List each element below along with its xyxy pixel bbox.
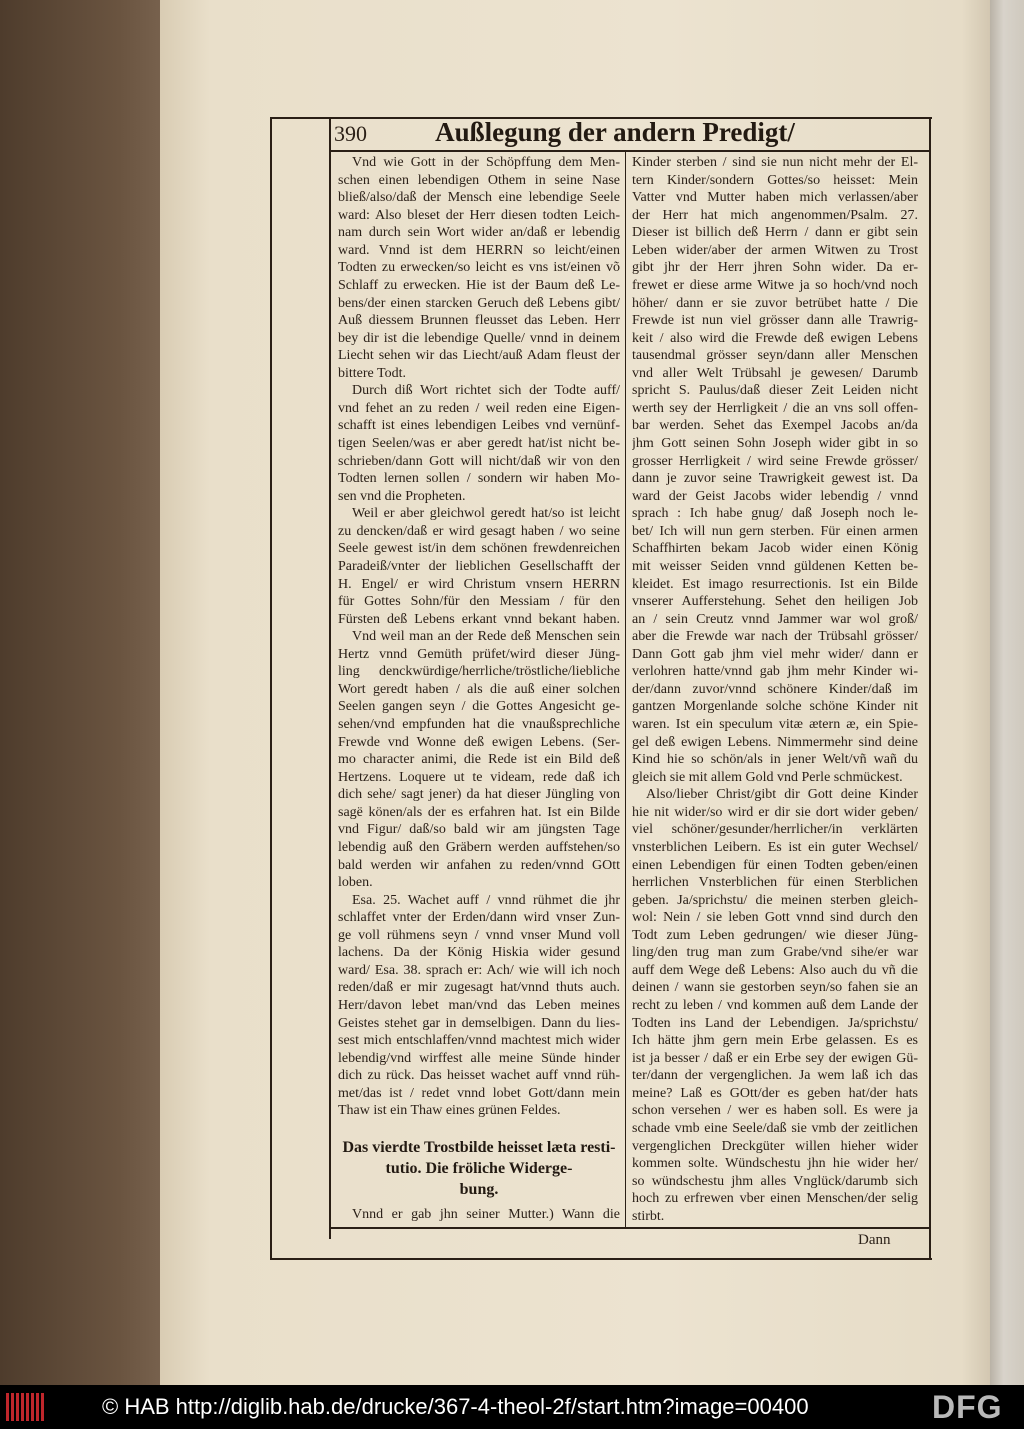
- text-line: sest mich entschlaffen/vnnd machtest mich wider: [338, 1033, 620, 1049]
- text-line: loben.: [338, 875, 373, 891]
- text-line: schafft ist eines lebendigen Leibes vnd vernünf-: [338, 418, 620, 434]
- text-line: ist ja besser / daß er ein Erbe sey der ewigen Gü-: [632, 1050, 918, 1066]
- text-line: so wündschestu jhm alles Vnglück/darumb sich: [632, 1173, 918, 1189]
- text-line: Schlaff zu erwecken. Hie ist der Baum deß Le-: [338, 277, 620, 293]
- text-line: herrlichen Vnsterblichen für einen Sterblichen: [632, 875, 918, 891]
- right-rule: [929, 117, 931, 1260]
- text-line: für Gottes Sohn/für den Messiam / für den: [338, 594, 620, 610]
- text-line: bey dir ist die lebendige Quelle/ vnnd in deinem: [338, 330, 620, 346]
- catchword: Dann: [858, 1232, 891, 1248]
- text-line: ward/ Esa. 38. sprach er: Ach/ wie will ich noch: [338, 962, 620, 978]
- text-line: mo character animi, die Rede ist ein Bild deß: [338, 752, 620, 768]
- text-line: stirbt.: [632, 1208, 665, 1224]
- text-line: gel deß ewigen Lebens. Nimmermehr sind deine: [632, 734, 918, 750]
- text-line: H. Engel/ er wird Christum vnsern HERRN: [338, 576, 620, 592]
- right-text-column: [632, 154, 918, 1225]
- text-line: recht zu leben / vnd kommen auß dem Lande der: [632, 998, 918, 1013]
- text-line: Auß diessem Brunnen fleusset das Leben. Herr: [338, 313, 620, 329]
- text-line: gibt jhr der Herr jhren Sohn wider. Da er-: [632, 260, 918, 276]
- text-line: waren. Ist ein speculum vitæ ætern æ, ein Spie-: [632, 717, 918, 732]
- text-line: dich zu rück. Das heisset wachet auff vnnd rüh-: [338, 1068, 620, 1084]
- text-line: Hertzens. Loquere ut te videam, rede daß ich: [338, 769, 620, 785]
- text-line: ward der Geist Jacobs wider lebendig / vnnd: [632, 488, 918, 504]
- text-line: Vnd weil man an der Rede deß Menschen sein: [352, 629, 620, 645]
- text-line: Kinder sterben / sind sie nun nicht mehr der El-: [632, 155, 918, 170]
- text-line: Also/lieber Christ/gibt dir Gott deine Kinder: [646, 787, 918, 803]
- text-line: ling denckwürdige/herrliche/tröstliche/liebliche: [338, 664, 620, 680]
- background: [0, 0, 170, 1385]
- text-line: hie nit wider/so wird er dir sie dort wider geben/: [632, 804, 918, 820]
- bottom-outer-rule: [270, 1258, 932, 1260]
- text-line: gantzen Morgenlande solche schöne Kinder nit: [632, 699, 918, 715]
- page-number: 390: [334, 121, 367, 146]
- text-line: werth sey der Herrligkeit / die an vns soll offen-: [632, 400, 918, 416]
- text-line: bet/ Ich will nun gern sterben. Für einen armen: [632, 523, 918, 539]
- text-line: der/dann zuvor/vnnd schönere Kinder/daß im: [632, 681, 918, 697]
- text-line: Todten lernen sollen / sondern wir haben Mo-: [338, 471, 620, 487]
- text-line: tausendmal grösser seyn/dann aller Menschen: [632, 348, 918, 364]
- text-line: Durch diß Wort richtet sich der Todte auff/: [352, 383, 620, 399]
- text-line: sen vnd die Propheten.: [338, 488, 466, 504]
- text-line: vnd aller Welt Trübsahl je gewesen/ Darumb: [632, 365, 918, 381]
- text-line: ge voll rühmens seyn / vnnd vnser Mund voll: [338, 927, 620, 943]
- text-line: zu dencken/daß er wird gesagt haben / wo seine: [338, 523, 620, 539]
- outer-left-rule: [270, 117, 272, 1260]
- left-text-column: [338, 154, 620, 1120]
- text-line: einen Lebendigen für einen Todten geben/einen: [632, 857, 918, 873]
- text-line: hoch zu erfrewen vber einen Menschen/der selig: [632, 1191, 918, 1207]
- text-line: an / sein Creutz vnnd Jammer war wol groß/: [632, 611, 918, 627]
- inner-left-rule: [329, 119, 331, 1239]
- text-line: viel schöner/gesunder/herrlicher/in verklärten: [632, 822, 918, 838]
- text-line: bar werden. Sehet das Exempel Jacobs an/da: [632, 418, 918, 434]
- text-line: bittere Todt.: [338, 365, 406, 381]
- text-line: Thaw ist ein Thaw eines grünen Feldes.: [338, 1103, 561, 1119]
- text-line: verlohren hatte/vnnd gab jhm mehr Kinder wi-: [632, 664, 918, 680]
- text-line: Wort geredt haben / als die auß einer solchen: [338, 681, 620, 697]
- text-line: vnd fehet an zu reden / weil reden eine Eigen-: [338, 400, 620, 416]
- text-line: nam durch sein Wort wider an/daß er lebendig: [338, 225, 620, 241]
- text-line: der Herr hat mich angenommen/Psalm. 27.: [632, 207, 918, 223]
- text-line: sehen/vnd empfunden hat die vnaußsprechliche: [338, 717, 620, 732]
- text-line: auff dem Wege deß Lebens: Also auch du vñ die: [632, 962, 918, 978]
- text-line: aber die Frewde war nach der Trübsahl grösser/: [632, 629, 918, 645]
- text-line: Todt zum Leben gedrungen/ wie dieser Jüng-: [632, 927, 918, 943]
- text-line: Hertz vnnd Gemüth prüfet/wird dieser Jüng-: [338, 646, 620, 662]
- text-line: Dann Gott gab jhm viel mehr wider/ dann er: [632, 646, 918, 662]
- text-line: wol: Nein / sie leben Gott vnnd sind durch den: [632, 910, 918, 926]
- text-line: keit / also wird die Frewde deß ewigen Lebens: [632, 330, 918, 346]
- text-line: kommen solte. Wündschestu jhn hie wider her/: [632, 1156, 918, 1172]
- header-rule: [330, 150, 930, 152]
- text-line: ward: Also bleset der Herr diesen todten Leich-: [338, 207, 620, 223]
- text-line: gleich sie mit allem Gold vnd Perle schmückest.: [632, 769, 903, 785]
- section-heading-line: Das vierdte Trostbilde heisset læta resti-: [342, 1139, 616, 1156]
- text-line: Dieser ist billich deß Herrn / dann er gibt sein: [632, 225, 918, 241]
- text-line: met/das ist / redet vnnd lobet Gott/dann mein: [338, 1085, 620, 1101]
- text-line: Frewde ist nun viel grösser dann alle Trawrig-: [632, 313, 918, 329]
- text-line: mit weisser Seiden vnnd güldenen Ketten be-: [632, 558, 918, 574]
- text-line: Schaffhirten bekam Jacob wider einen König: [632, 541, 918, 557]
- text-line: Frewde vnd Wonne deß ewigen Lebens. (Ser-: [338, 734, 620, 750]
- text-line: Ich hätte jhm gern mein Erbe gelassen. Es es: [632, 1033, 918, 1049]
- section-heading-line: bung.: [459, 1181, 499, 1198]
- column-divider: [625, 152, 626, 1227]
- text-line: Kind hie so schön/als in jener Welt/vñ wañ du: [632, 752, 918, 768]
- text-line: kleidet. Est imago resurrectionis. Ist ein Bilde: [632, 576, 918, 592]
- text-line: Herr/davon lebet man/vnd das Leben meines: [338, 998, 620, 1013]
- text-line: vnsterblichen Leibern. Es ist ein guter Wechsel/: [632, 839, 918, 855]
- text-line: schlaffet vnter der Erden/dann wird vnser Zun-: [338, 910, 620, 926]
- left-final-line: Vnnd er gab jhn seiner Mutter.) Wann die: [352, 1207, 620, 1222]
- text-line: grosser Herrligkeit / wird seine Frewde grösser/: [632, 453, 918, 469]
- text-line: Vatter vnd Mutter haben mich verlassen/aber: [632, 190, 918, 206]
- text-line: Seelen gangen seyn / die Gottes Angesicht ge-: [338, 699, 620, 715]
- text-line: Fürsten deß Lebens erkant vnnd bekant haben.: [338, 611, 620, 627]
- text-line: dich sehe/ sagt jener) da hat dieser Jüngling von: [338, 787, 620, 803]
- text-line: Geistes stehet gar in demselbigen. Dann du lies-: [338, 1015, 620, 1031]
- text-line: Seele gewest ist/in dem schönen frewdenreichen: [338, 541, 620, 557]
- text-line: Leben wider/aber der armen Witwen zu Trost: [632, 242, 918, 258]
- text-line: Esa. 25. Wachet auff / vnnd rühmet die jhr: [352, 892, 620, 908]
- footer-citation: © HAB http://diglib.hab.de/drucke/367-4-theol-2f/start.htm?image=00400: [102, 1394, 809, 1419]
- text-line: Todten ins Land der Lebendigen. Ja/sprichstu/: [632, 1015, 918, 1031]
- section-heading-line: tutio. Die fröliche Widerge-: [385, 1160, 573, 1177]
- text-line: schade vmb eine Seele/daß sie vmb der zeitlichen: [632, 1120, 918, 1136]
- text-line: lachens. Da der König Hiskia wider gesund: [338, 945, 620, 961]
- text-line: lebendig/vnd wirffest alle meine Sünde hinder: [338, 1050, 620, 1066]
- text-line: dann je zuvor seine Trawrigkeit gewest ist. Da: [632, 471, 918, 487]
- text-line: höher/ dann er sie zuvor betrübet hatte / Die: [632, 295, 918, 311]
- dfg-logo: DFG: [932, 1389, 1003, 1425]
- footer-bar: [0, 1385, 1024, 1429]
- text-line: frewet er diese arme Witwe ja so hoch/vnd noch: [632, 277, 918, 293]
- text-line: jhm Gott seinen Sohn Joseph wider gibt in so: [632, 436, 918, 451]
- text-line: schon versehen / wer es haben soll. Es were ja: [632, 1103, 918, 1119]
- text-line: schen einen lebendigen Othem in seine Nase: [338, 172, 620, 188]
- section-heading: [338, 1137, 620, 1200]
- bottom-text-rule: [330, 1227, 930, 1229]
- text-line: bens/der einen starcken Geruch deß Lebens gibt/: [338, 295, 620, 311]
- text-line: Paradeiß/vnter der lieblichen Gesellschafft der: [338, 558, 620, 574]
- hab-logo-icon: [6, 1393, 44, 1421]
- text-line: vergenglichen Dreckgüter willen hieher wider: [632, 1138, 918, 1154]
- text-line: ward. Vnnd ist dem HERRN so leicht/einen: [338, 242, 620, 258]
- text-line: ter/dann der vergenglichen. Ja wem laß ich das: [632, 1068, 918, 1084]
- text-line: ling/den trug man zum Grabe/vnd sihe/er war: [632, 945, 918, 961]
- text-line: vnserer Aufferstehung. Sehet den heiligen Job: [632, 594, 918, 610]
- running-head: Außlegung der andern Predigt/: [435, 117, 795, 147]
- text-line: Weil er aber gleichwol geredt hat/so ist leicht: [352, 506, 620, 522]
- text-line: tigen Seelen/was er aber geredt hat/ist nicht be-: [338, 436, 620, 451]
- text-line: Vnd wie Gott in der Schöpffung dem Men-: [352, 155, 620, 170]
- text-line: schrieben/dann Gott will nicht/daß wir von den: [338, 453, 620, 469]
- text-line: spricht S. Paulus/daß dieser Zeit Leiden nicht: [632, 383, 918, 399]
- text-line: meine? Laß es GOtt/der es geben hat/der hats: [632, 1085, 918, 1101]
- text-line: reden/daß er mir zugesagt hat/vnnd thuts auch.: [338, 980, 620, 996]
- text-line: sagë könen/als der es erfahren hat. Ist ein Bilde: [338, 804, 620, 820]
- text-line: geben. Ja/sprichstu/ die meinen sterben gleich-: [632, 892, 918, 908]
- text-line: bließ/also/daß der Mensch eine lebendige Seele: [338, 190, 620, 206]
- text-line: sprach : Ich habe gnug/ daß Joseph noch le-: [632, 506, 918, 522]
- text-line: lebendig auß den Gräbern werden auffstehen/so: [338, 839, 620, 855]
- text-line: deinen / wann sie gestorben seyn/so fahen sie an: [632, 980, 918, 996]
- text-line: tern Kinder/sondern Gottes/so heisset: Mein: [632, 172, 918, 188]
- next-page-edge: [990, 0, 1024, 1385]
- text-line: bald werden wir anfahen zu reden/vnnd GOtt: [338, 857, 620, 873]
- text-line: Todten zu erwecken/so leicht es vns ist/einen võ: [338, 260, 620, 276]
- text-line: Liecht sehen wir das Liecht/auß Adam fleust der: [338, 348, 620, 364]
- text-line: vnd Figur/ daß/so bald wir am jüngsten Tage: [338, 822, 620, 838]
